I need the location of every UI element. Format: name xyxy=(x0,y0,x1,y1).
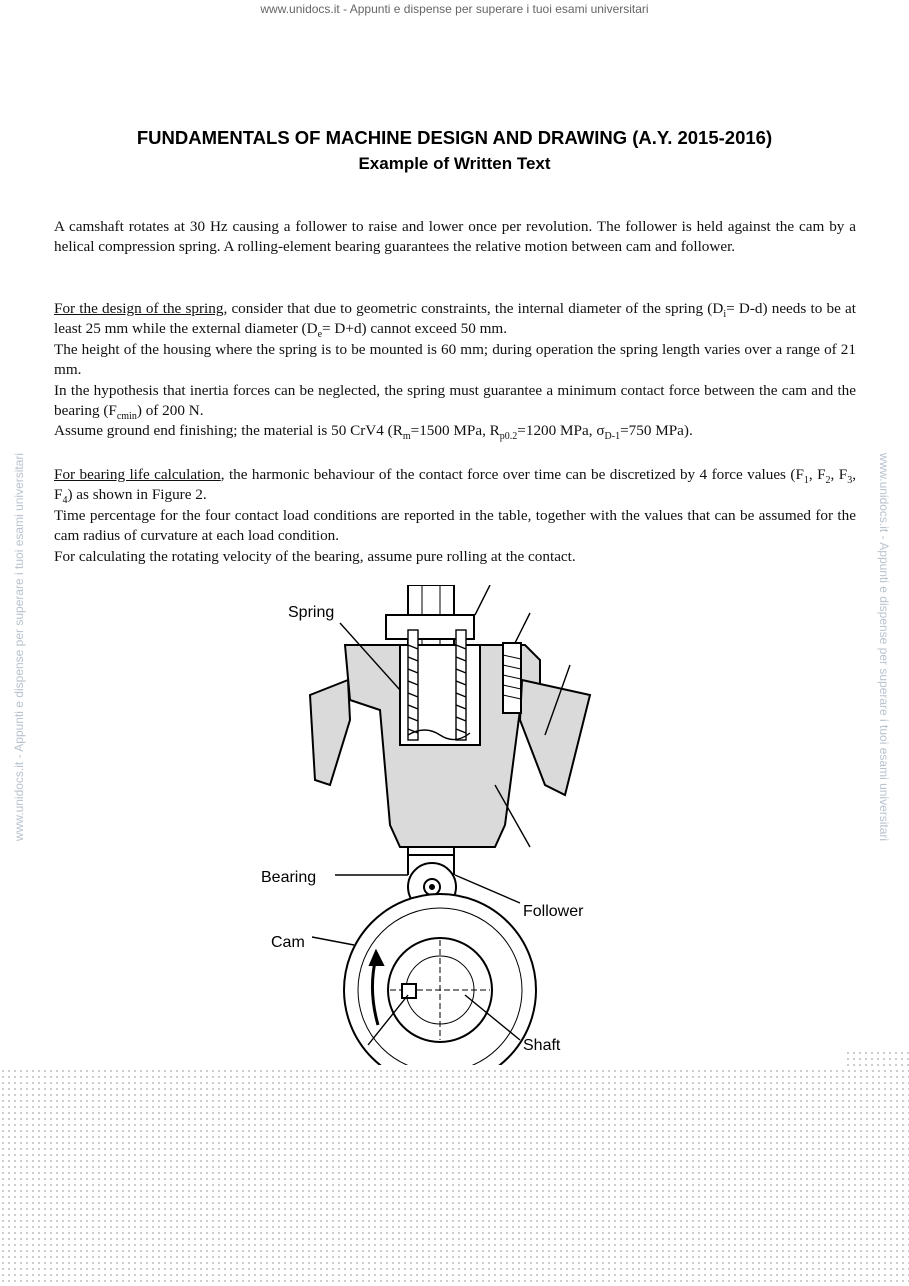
label-spring: Spring xyxy=(288,604,335,621)
spring-p1: For the design of the spring, consider that due to geometric constraints, the internal diameter of the spring $(D_i= D-d)$ needs to be at least 25 mm while the external diameter $(D_e= D+d)$ cannot exceed 50 mm. xyxy=(54,300,856,341)
bearing-p2: Time percentage for the four contact load conditions are reported in the table, together with the values that can be assumed for the cam radius of curvature at each load condition. xyxy=(54,506,856,545)
bearing-section xyxy=(54,465,856,567)
spring-p2: The height of the housing where the spring is to be mounted is 60 mm; during operation the spring length varies over a range of 21 mm. xyxy=(54,340,856,379)
bearing-lead: For bearing life calculation xyxy=(54,466,221,483)
spring-lead: For the design of the spring xyxy=(54,300,224,317)
label-shaft: Shaft xyxy=(523,1037,561,1054)
intro-paragraph xyxy=(54,217,856,258)
label-follower: Follower xyxy=(523,903,584,920)
watermark-right: www.unidocs.it - Appunti e dispense per superare i tuoi esami universitari xyxy=(877,452,892,842)
watermark-banner: www.unidocs.it - Appunti e dispense per superare i tuoi esami universitari xyxy=(260,2,649,16)
spring-section xyxy=(54,299,856,442)
left-leg xyxy=(310,680,350,785)
cam-follower-figure xyxy=(250,585,650,1065)
dot-pattern-bottom xyxy=(0,1068,909,1286)
intro-text: A camshaft rotates at 30 Hz causing a follower to raise and lower once per revolution. The follower is held against the cam by a helical compression spring. A rolling-element bearing guarantees the relative motion between cam and follower. xyxy=(54,218,856,256)
bearing-p1: For bearing life calculation, the harmonic behaviour of the contact force over time can be discretized by 4 force values ($F_1$, $F_2$, $F_3$, $F_4$) as shown in Figure 2. xyxy=(54,466,857,507)
right-leg xyxy=(520,680,590,795)
page-subtitle: Example of Written Text xyxy=(358,154,551,173)
label-cam: Cam xyxy=(271,934,305,951)
label-bearing: Bearing xyxy=(261,869,317,886)
spring-p3: In the hypothesis that inertia forces can be neglected, the spring must guarantee a minimum contact force between the cam and the bearing $(F_{cmin})$ of 200 N. xyxy=(54,381,856,423)
bearing-p3: For calculating the rotating velocity of the bearing, assume pure rolling at the contact. xyxy=(54,547,576,565)
dot-pattern-right xyxy=(845,1050,909,1070)
shaft-key xyxy=(402,984,416,998)
spring-p4: Assume ground end finishing; the material is 50 CrV4 ($R_m=1500$ MPa, $R_{p0.2}=1200$ MPa, $\sigma_{D-1}=750$ MPa). xyxy=(54,422,693,443)
page-title: FUNDAMENTALS OF MACHINE DESIGN AND DRAWING (A.Y. 2015-2016) xyxy=(136,127,773,148)
watermark-left: www.unidocs.it - Appunti e dispense per superare i tuoi esami universitari xyxy=(12,452,27,842)
